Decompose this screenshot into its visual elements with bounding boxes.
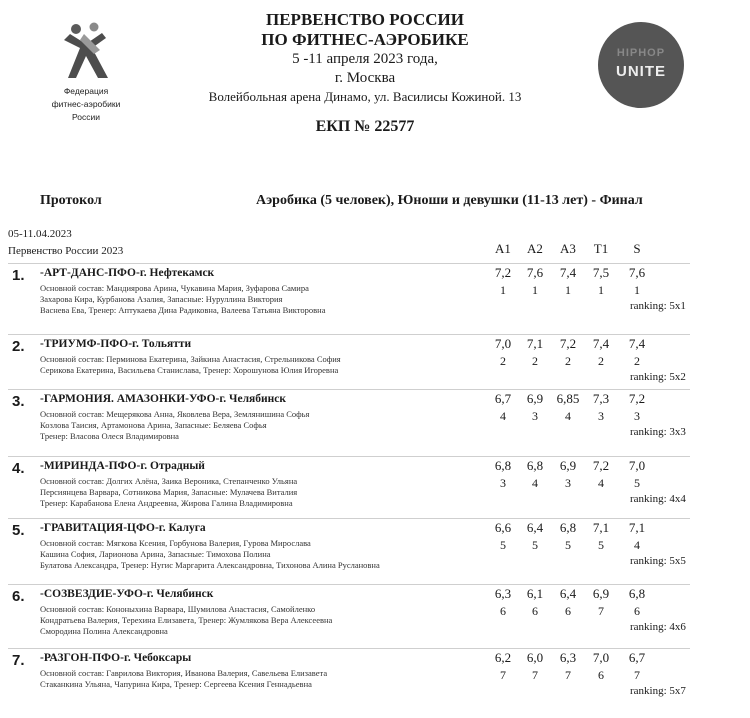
rank-a3: 2 [565,354,571,368]
row-separator [8,648,690,649]
score-t1: 7,0 [592,650,610,665]
ekp-number: ЕКП № 22577 [315,118,415,135]
place-number: 3. [12,393,25,410]
member-line: Тренер: Карабанова Елена Андреевна, Жирова Галина Владимировна [40,498,293,509]
rank-a1: 3 [500,476,506,490]
col-header-t1: T1 [593,241,609,256]
member-line: Смородина Полина Александровна [40,626,168,637]
member-line: Основной состав: Долгих Алёна, Заика Вероника, Степанченко Ульяна [40,476,298,486]
member-line: Стаканкина Ульяна, Чапурина Кира, Тренер: Сергеева Ксения Геннадьевна [40,679,312,690]
col-header-a1: A1 [495,241,511,256]
rank-a2: 5 [532,538,538,552]
rank-a3: 4 [565,409,571,423]
title-line1: ПЕРВЕНСТВО РОССИИ [266,10,464,29]
rank-t1: 4 [598,476,604,490]
rank-s: 3 [634,409,640,423]
member-line: Серикова Екатерина, Васильева Станислава, Тренер: Хорошунова Юлия Игоревна [40,365,339,376]
team-name: -ГРАВИТАЦИЯ-ЦФО-г. Калуга [40,522,206,534]
row-separator [8,334,690,335]
rank-t1: 6 [598,668,604,682]
place-number: 4. [12,460,25,477]
ranking-summary: ranking: 3x3 [630,426,686,438]
title-line2: ПО ФИТНЕС-АЭРОБИКЕ [261,30,469,49]
place-number: 1. [12,267,25,284]
rank-a1: 6 [500,604,506,618]
score-s: 7,0 [628,458,646,473]
ranking-summary: ranking: 5x7 [630,685,686,697]
score-t1: 7,3 [592,391,610,406]
team-name: -ГАРМОНИЯ. АМАЗОНКИ-УФО-г. Челябинск [40,393,287,405]
rank-s: 7 [634,668,640,682]
score-a2: 6,8 [526,458,544,473]
ranking-summary: ranking: 4x4 [630,493,686,505]
score-a1: 6,2 [494,650,512,665]
score-a3: 7,2 [559,336,577,351]
federation-figures-icon [54,20,118,84]
rank-t1: 5 [598,538,604,552]
team-members [40,409,470,443]
rank-a3: 1 [565,283,571,297]
score-t1: 7,4 [592,336,610,351]
rank-a2: 1 [532,283,538,297]
ranking-summary: ranking: 5x5 [630,555,686,567]
member-line: Основной состав: Мандиярова Арина, Чукавина Мария, Зуфарова Самира [40,283,309,293]
col-header-a2: A2 [527,241,543,256]
member-line: Козлова Таисия, Артамонова Арина, Запасные: Беляева Софья [40,420,267,431]
score-a3: 6,85 [556,391,580,406]
rank-t1: 7 [598,604,604,618]
rank-a1: 1 [500,283,506,297]
member-line: Основной состав: Мещерякова Анна, Яковлева Вера, Землянишина Софья [40,409,310,419]
place-number: 5. [12,522,25,539]
rank-s: 4 [634,538,640,552]
score-s: 6,7 [628,650,646,665]
row-separator [8,518,690,519]
score-a1: 6,8 [494,458,512,473]
score-t1: 7,2 [592,458,610,473]
brand-main-text: UNITE [616,63,666,80]
score-t1: 6,9 [592,586,610,601]
score-a2: 6,9 [526,391,544,406]
score-a1: 6,3 [494,586,512,601]
rank-s: 2 [634,354,640,368]
result-row [0,648,750,718]
col-header-a3: A3 [560,241,576,256]
rank-a1: 7 [500,668,506,682]
rank-a1: 2 [500,354,506,368]
date-range: 05-11.04.2023 [8,228,72,240]
score-a1: 6,7 [494,391,512,406]
score-a2: 6,4 [526,520,544,535]
member-line: Кондратьева Валерия, Терехина Елизавета, Тренер: Жумлякова Вера Алексеевна [40,615,333,626]
team-members [40,283,470,317]
col-header-s: S [633,241,641,256]
result-row [0,584,750,654]
rank-a2: 7 [532,668,538,682]
score-s: 7,4 [628,336,646,351]
member-line: Основной состав: Перминова Екатерина, Зайкина Анастасия, Стрельникова София [40,354,341,364]
result-row [0,389,750,459]
rank-a2: 4 [532,476,538,490]
member-line: Основной состав: Гаврилова Виктория, Иванова Валерия, Савельева Елизавета [40,668,328,678]
score-a2: 7,1 [526,336,544,351]
score-s: 7,6 [628,265,646,280]
rank-a1: 5 [500,538,506,552]
score-a2: 6,0 [526,650,544,665]
team-members [40,538,470,572]
rank-t1: 3 [598,409,604,423]
score-a2: 6,1 [526,586,544,601]
result-row [0,263,750,333]
event-venue: Волейбольная арена Динамо, ул. Василисы Кожиной. 13 [208,89,522,104]
score-a1: 7,2 [494,265,512,280]
score-a3: 6,8 [559,520,577,535]
team-name: -АРТ-ДАНС-ПФО-г. Нефтекамск [40,267,215,279]
event-dates: 5 -11 апреля 2023 года, [292,51,438,67]
member-line: Захарова Кира, Курбанова Азалия, Запасные: Нуруллина Виктория [40,294,283,305]
row-separator [8,456,690,457]
rank-t1: 1 [598,283,604,297]
result-row [0,518,750,588]
rank-a3: 5 [565,538,571,552]
federation-name-line2: фитнес-аэробики [51,99,121,109]
rank-t1: 2 [598,354,604,368]
rank-a2: 6 [532,604,538,618]
ranking-summary: ranking: 5x2 [630,371,686,383]
rank-a2: 3 [532,409,538,423]
team-name: -РАЗГОН-ПФО-г. Чебоксары [40,652,192,664]
score-a1: 7,0 [494,336,512,351]
score-a2: 7,6 [526,265,544,280]
score-a1: 6,6 [494,520,512,535]
document-header [150,10,580,136]
member-line: Васнева Ева, Тренер: Аптукаева Дина Радиковна, Валеева Татьяна Викторовна [40,305,326,316]
row-separator [8,584,690,585]
event-name: Первенство России 2023 [8,245,124,257]
rank-a3: 7 [565,668,571,682]
score-s: 6,8 [628,586,646,601]
rank-s: 1 [634,283,640,297]
team-name: -ТРИУМФ-ПФО-г. Тольятти [40,338,192,350]
hiphop-unite-logo [598,22,684,108]
team-name: -МИРИНДА-ПФО-г. Отрадный [40,460,205,472]
score-a3: 6,3 [559,650,577,665]
place-number: 7. [12,652,25,669]
team-members [40,668,470,690]
rank-s: 5 [634,476,640,490]
team-name: -СОЗВЕЗДИЕ-УФО-г. Челябинск [40,588,214,600]
federation-name-line3: России [71,112,101,122]
team-members [40,604,470,638]
place-number: 2. [12,338,25,355]
member-line: Булатова Александра, Тренер: Нугис Маргарита Александровна, Тихонова Алина Руслановна [40,560,380,571]
ranking-summary: ranking: 5x1 [630,300,686,312]
score-a3: 7,4 [559,265,577,280]
rank-a3: 6 [565,604,571,618]
rank-a1: 4 [500,409,506,423]
member-line: Основной состав: Мягкова Ксения, Горбунова Валерия, Гурова Мирослава [40,538,311,548]
score-t1: 7,1 [592,520,610,535]
brand-top-text: HIPHOP [616,47,666,59]
score-s: 7,1 [628,520,646,535]
federation-logo [36,20,136,123]
member-line: Тренер: Власова Олеся Владимировна [40,431,179,442]
team-members [40,476,470,510]
member-line: Персиянцева Варвара, Сотникова Мария, Запасные: Мулачева Виталия [40,487,298,498]
row-separator [8,389,690,390]
protocol-label: Протокол [40,193,102,208]
score-s: 7,2 [628,391,646,406]
row-separator [8,263,690,264]
category-title: Аэробика (5 человек), Юноши и девушки (11-13 лет) - Финал [256,193,643,208]
score-a3: 6,4 [559,586,577,601]
score-a3: 6,9 [559,458,577,473]
score-t1: 7,5 [592,265,610,280]
member-line: Основной состав: Кононыхина Варвара, Шумилова Анастасия, Самойленко [40,604,316,614]
rank-a2: 2 [532,354,538,368]
federation-name-line1: Федерация [63,86,109,96]
member-line: Кашина София, Ларионова Арина, Запасные: Тимохова Полина [40,549,271,560]
rank-a3: 3 [565,476,571,490]
result-row [0,456,750,526]
place-number: 6. [12,588,25,605]
rank-s: 6 [634,604,640,618]
ranking-summary: ranking: 4x6 [630,621,686,633]
team-members [40,354,470,376]
event-city: г. Москва [334,70,396,86]
